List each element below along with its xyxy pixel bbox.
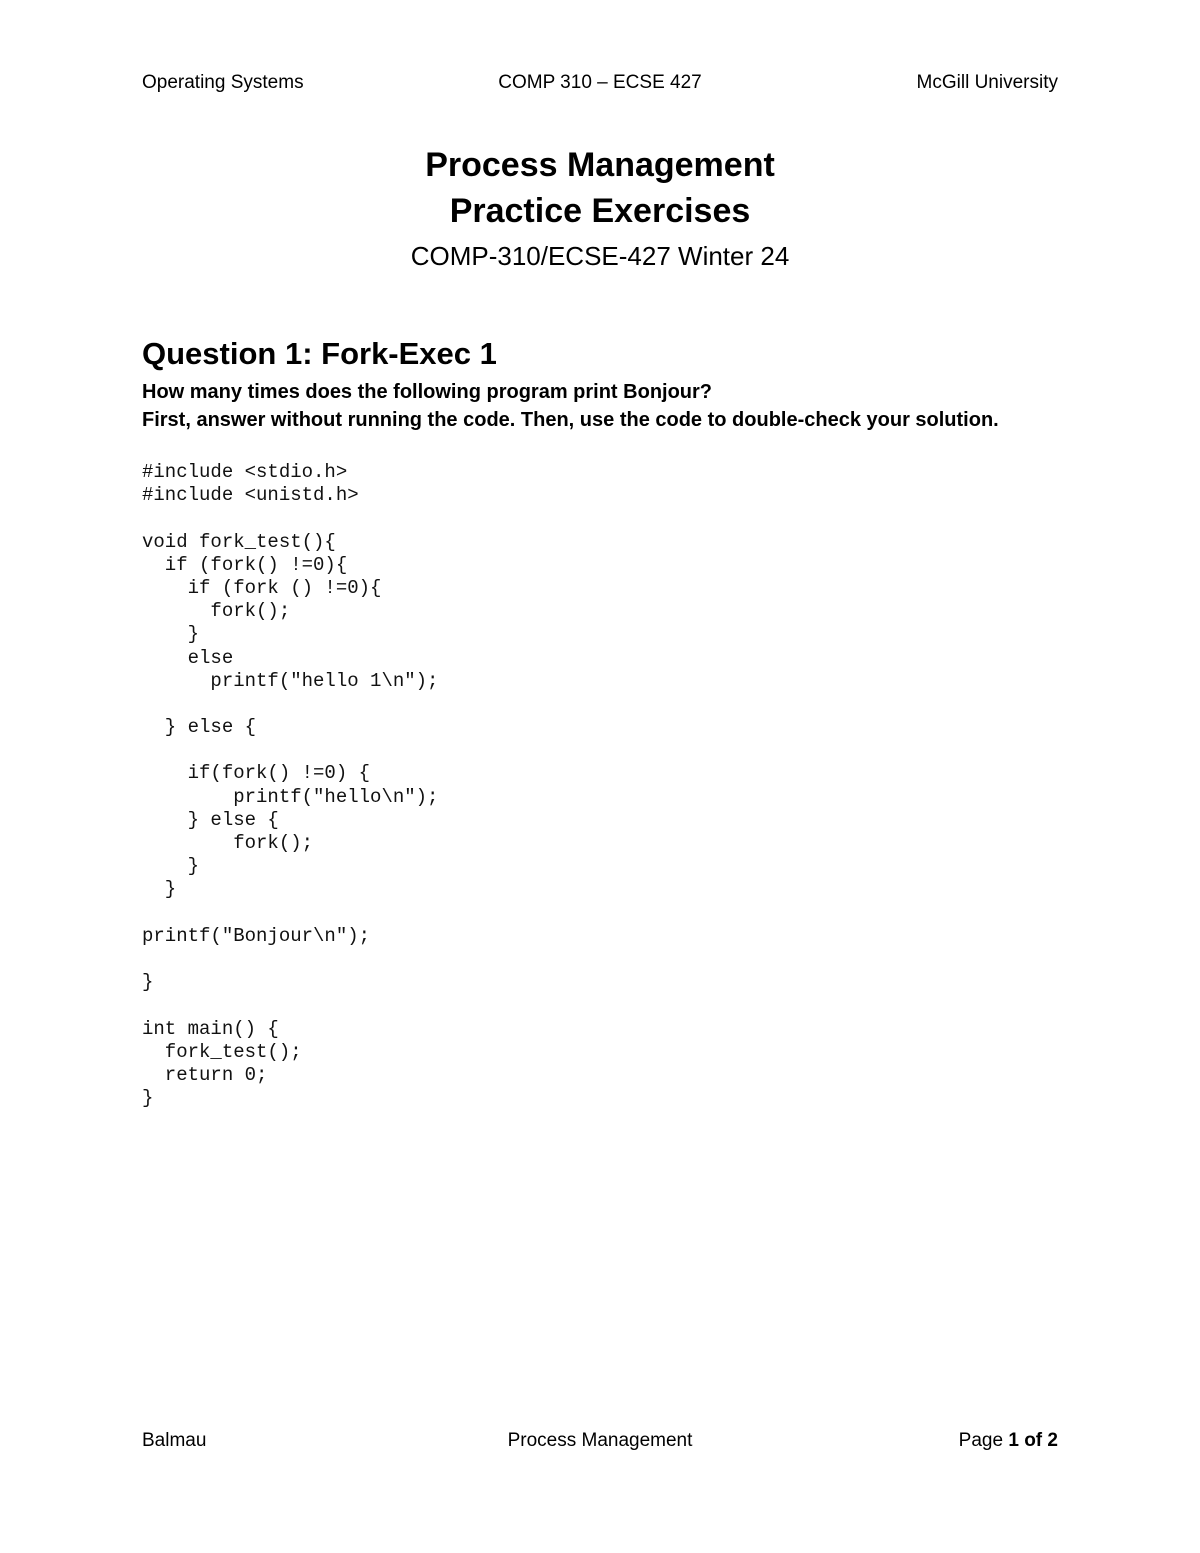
code-line: fork(); xyxy=(142,832,314,854)
code-line: void fork_test(){ xyxy=(142,530,336,553)
code-line: printf("hello\n"); xyxy=(142,785,439,808)
instruction-line-2: First, answer without running the code. Then, use the code to double-check your solution. xyxy=(142,409,999,431)
page-footer xyxy=(142,1430,1058,1452)
code-line xyxy=(142,902,438,925)
header-university: McGill University xyxy=(916,72,1058,93)
page-current: 1 xyxy=(1008,1430,1019,1451)
code-line: if(fork() !=0) { xyxy=(142,762,371,785)
header-course-name: Operating Systems xyxy=(142,72,304,93)
code-line xyxy=(142,507,438,530)
header-course-code: COMP 310 – ECSE 427 xyxy=(498,72,702,93)
page-number xyxy=(753,1430,1058,1452)
code-line: } xyxy=(142,1087,154,1110)
question-instructions xyxy=(142,378,999,434)
footer-title: Process Management xyxy=(507,1430,693,1451)
code-line xyxy=(142,693,438,716)
code-line: } xyxy=(142,971,154,994)
instruction-line-1: How many times does the following program print Bonjour? xyxy=(142,381,713,403)
question-heading: Question 1: Fork-Exec 1 xyxy=(142,336,497,371)
course-term: COMP-310/ECSE-427 Winter 24 xyxy=(410,241,790,271)
code-line: #include <stdio.h> xyxy=(142,461,348,483)
page-total: 2 xyxy=(1047,1430,1058,1451)
code-line: if (fork () !=0){ xyxy=(142,576,382,599)
code-line: else xyxy=(142,646,234,669)
code-line: if (fork() !=0){ xyxy=(142,553,348,576)
code-line: } else { xyxy=(142,716,257,739)
footer-author: Balmau xyxy=(142,1430,207,1451)
code-line xyxy=(142,994,438,1017)
code-line: printf("hello 1\n"); xyxy=(142,669,439,692)
code-line: } else { xyxy=(142,808,279,831)
page-word: Page xyxy=(958,1430,1004,1451)
code-listing xyxy=(142,461,438,1110)
code-line: fork(); xyxy=(142,600,291,623)
code-line: } xyxy=(142,878,177,901)
code-line: fork_test(); xyxy=(142,1040,302,1063)
code-line: } xyxy=(142,623,200,646)
code-line: #include <unistd.h> xyxy=(142,484,359,507)
code-line: return 0; xyxy=(142,1063,268,1086)
code-line: } xyxy=(142,855,200,878)
title-block xyxy=(0,142,1200,276)
code-line xyxy=(142,948,438,971)
document-title: Process Management xyxy=(425,146,775,184)
page-header xyxy=(142,72,1058,94)
code-line: int main() { xyxy=(142,1017,279,1040)
document-subtitle-exercises: Practice Exercises xyxy=(449,192,751,230)
code-line xyxy=(142,739,438,762)
page-of: of xyxy=(1024,1430,1043,1451)
code-line: printf("Bonjour\n"); xyxy=(142,924,371,947)
